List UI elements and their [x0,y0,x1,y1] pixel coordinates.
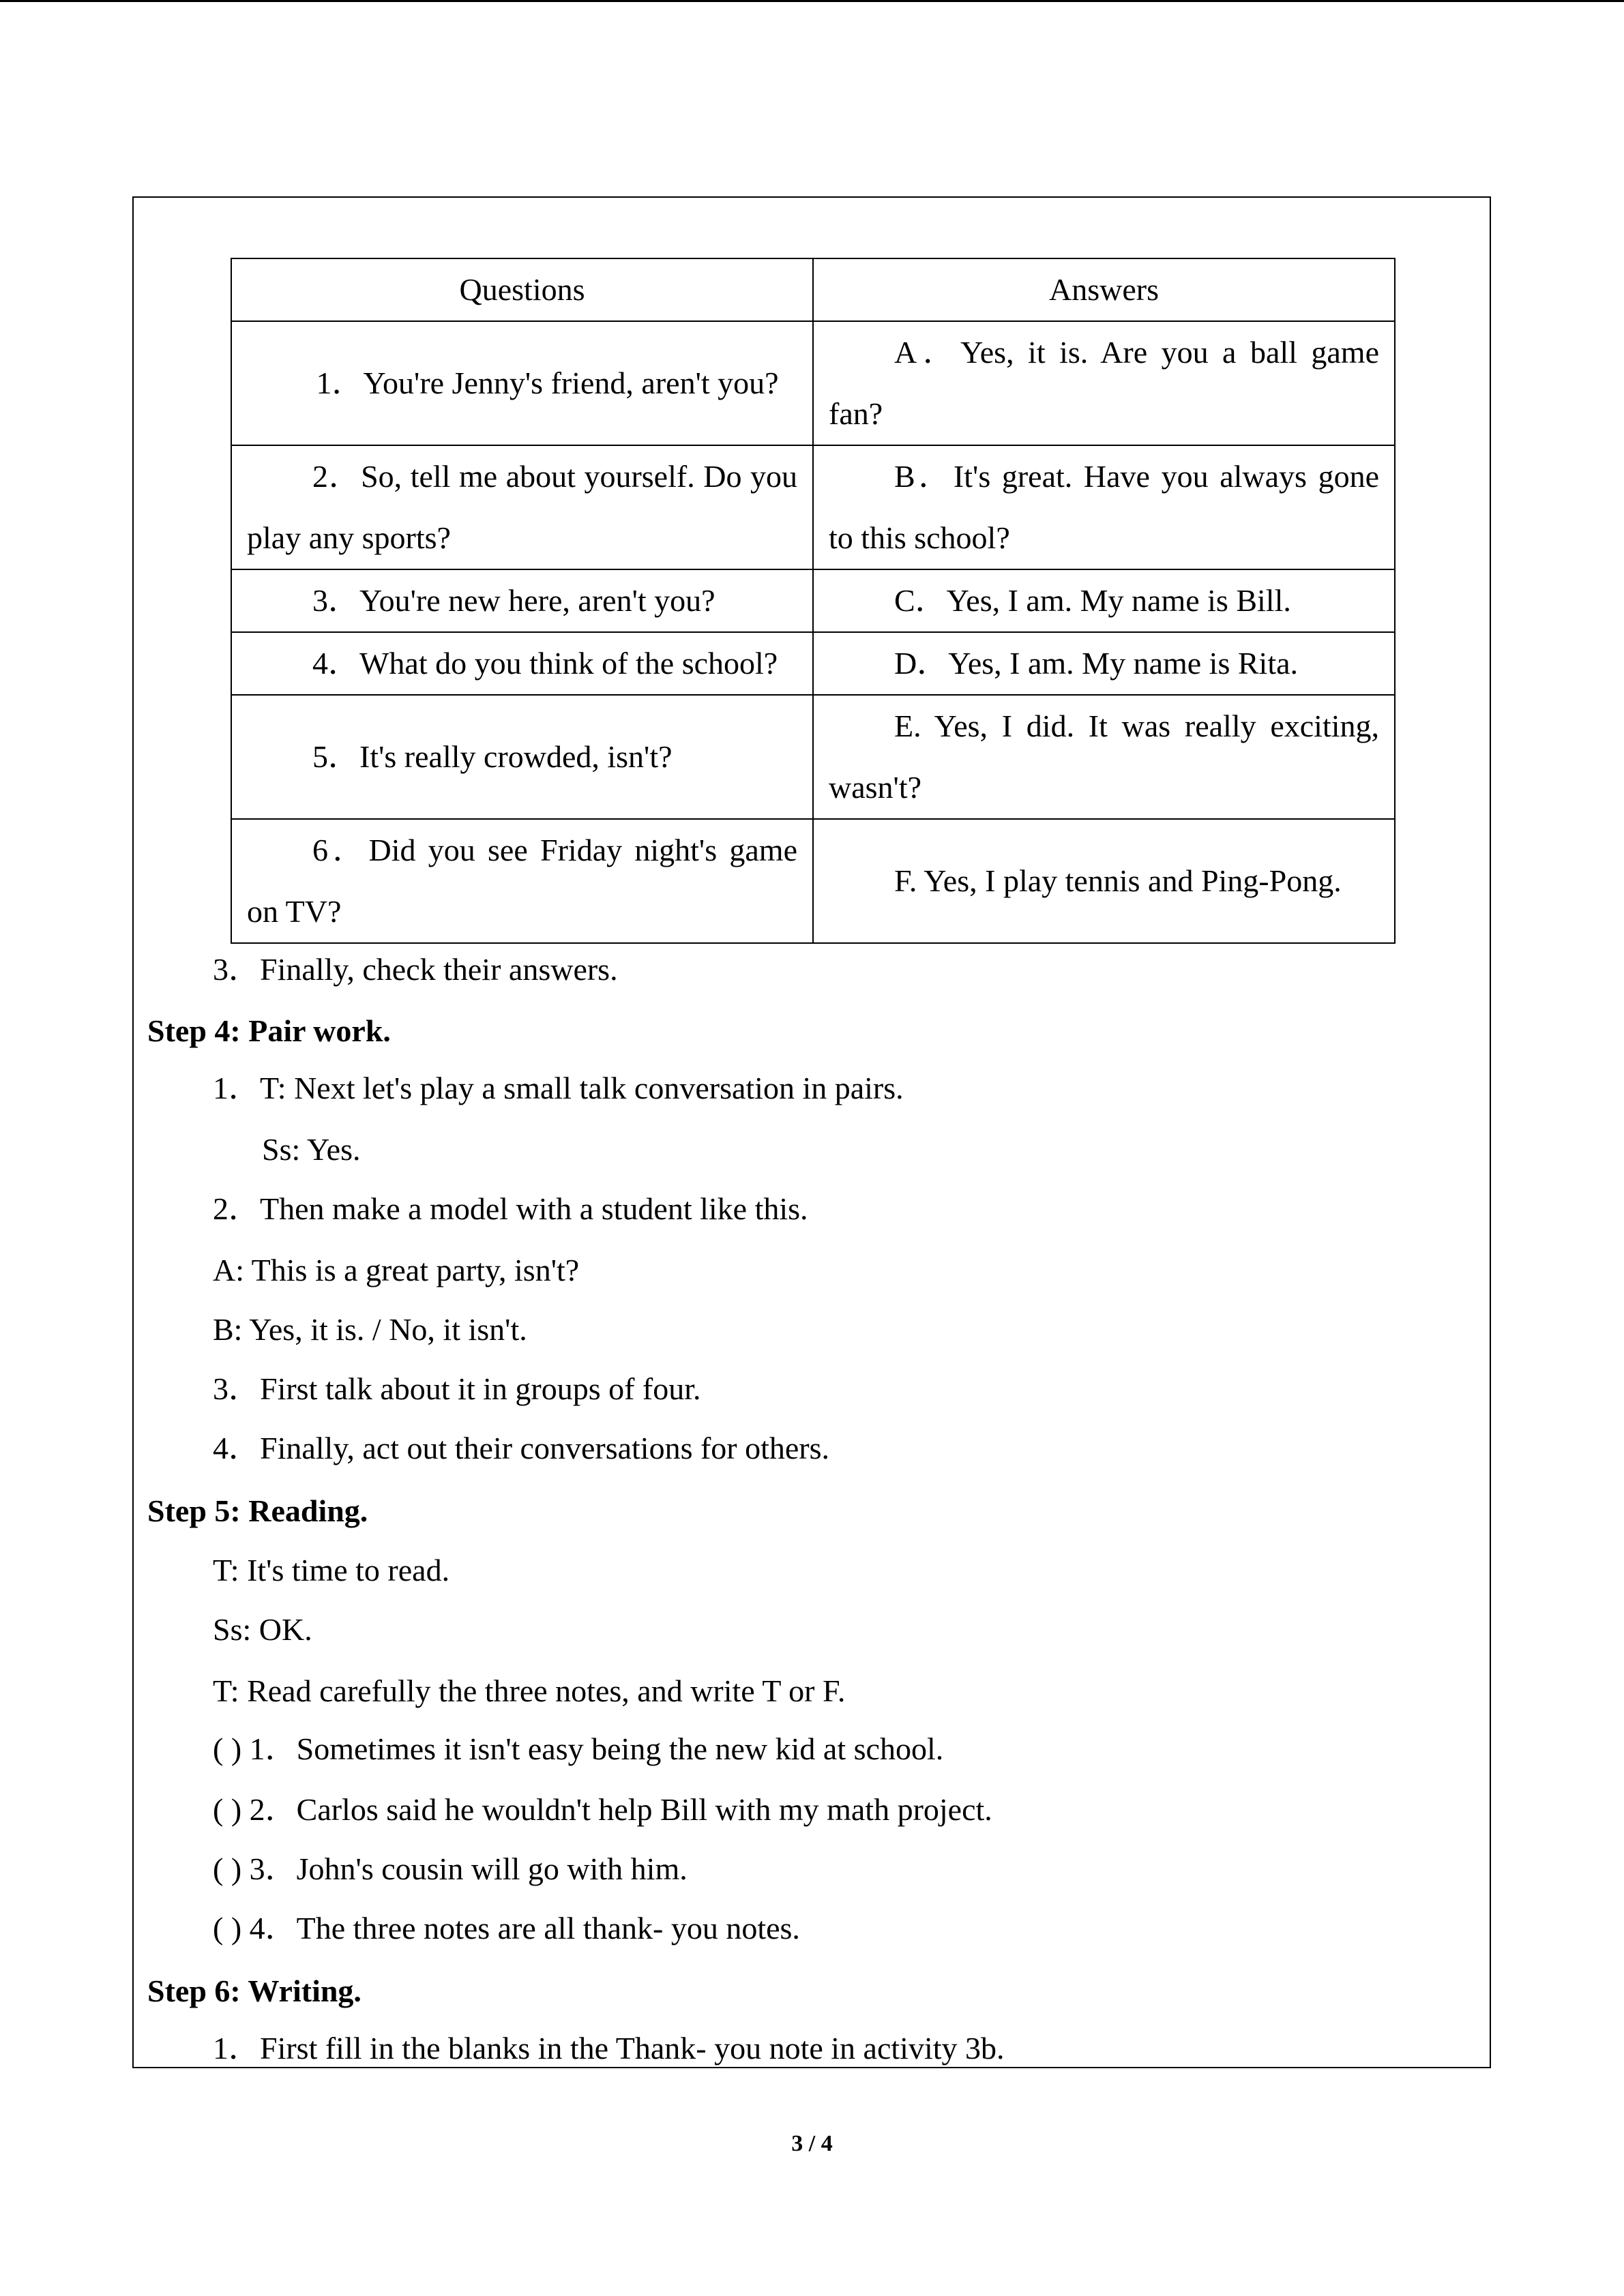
step4-heading: Step 4: Pair work. [147,1013,391,1048]
step4-model-b: B: Yes, it is. / No, it isn't. [213,1312,527,1347]
step4-item-3: 3．First talk about it in groups of four. [213,1371,701,1406]
page-number: 3 / 4 [791,2131,833,2156]
question-cell: 4．What do you think of the school? [231,632,813,695]
answer-cell: F. Yes, I play tennis and Ping-Pong. [813,819,1395,943]
answer-cell: C．Yes, I am. My name is Bill. [813,569,1395,632]
questions-answers-table [231,258,1396,944]
table-header-row [231,258,1395,321]
step4-item-2: 2．Then make a model with a student like this. [213,1191,808,1226]
table-row [231,569,1395,632]
step6-item-1: 1．First fill in the blanks in the Thank- you note in activity 3b. [213,2031,1005,2066]
question-cell: 2．So, tell me about yourself. Do you play any sports? [231,445,813,569]
answer-cell: A．Yes, it is. Are you a ball game fan? [813,321,1395,445]
answers-header: Answers [813,258,1395,321]
top-border [0,0,1624,2]
answer-cell: D．Yes, I am. My name is Rita. [813,632,1395,695]
answer-cell: E. Yes, I did. It was really exciting, wasn't? [813,695,1395,819]
questions-header: Questions [231,258,813,321]
table-row [231,321,1395,445]
step5-teacher-line-2: T: Read carefully the three notes, and write T or F. [213,1673,846,1708]
true-false-item: ( ) 3．John's cousin will go with him. [213,1851,688,1886]
table-row [231,632,1395,695]
table-row [231,695,1395,819]
true-false-item: ( ) 2．Carlos said he wouldn't help Bill with my math project. [213,1792,992,1827]
question-cell: 6．Did you see Friday night's game on TV? [231,819,813,943]
table-row [231,445,1395,569]
step5-heading: Step 5: Reading. [147,1493,368,1528]
true-false-item: ( ) 4．The three notes are all thank- you notes. [213,1911,800,1945]
step4-item-1: 1．T: Next let's play a small talk conversation in pairs. [213,1071,904,1105]
question-cell: 5．It's really crowded, isn't? [231,695,813,819]
step6-heading: Step 6: Writing. [147,1973,361,2008]
answer-cell: B．It's great. Have you always gone to this school? [813,445,1395,569]
table-row [231,819,1395,943]
question-cell: 1．You're Jenny's friend, aren't you? [231,321,813,445]
step5-teacher-line-1: T: It's time to read. [213,1553,450,1587]
check-answers-line: 3．Finally, check their answers. [213,952,618,987]
step5-ss-reply: Ss: OK. [213,1612,312,1647]
step4-item-4: 4．Finally, act out their conversations for others. [213,1431,830,1465]
step4-model-a: A: This is a great party, isn't? [213,1253,580,1287]
question-cell: 3．You're new here, aren't you? [231,569,813,632]
true-false-item: ( ) 1．Sometimes it isn't easy being the new kid at school. [213,1731,944,1766]
step4-ss-reply: Ss: Yes. [262,1132,361,1167]
